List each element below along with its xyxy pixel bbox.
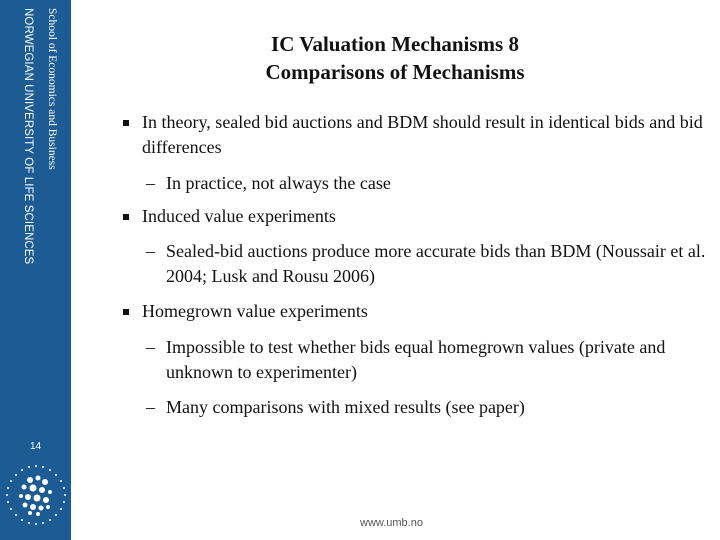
sub-bullet-comparisons [146,395,706,420]
dash-icon: – [146,337,155,357]
dash-icon: – [146,241,155,261]
bullet-text: Impossible to test whether bids equal homegrown values (private and unknown to experimenter) [166,337,666,382]
dash-icon: – [146,397,155,417]
bullet-induced-value [123,204,713,229]
university-logo-icon [3,462,69,528]
bullet-theory [123,110,713,160]
bullet-text: Induced value experiments [142,206,336,226]
bullet-text: In practice, not always the case [166,173,391,193]
bullet-square-icon [123,120,129,126]
bullet-homegrown-value [123,299,713,324]
sub-bullet-practice [146,171,706,196]
sidebar [0,0,71,540]
dash-icon: – [146,173,155,193]
university-name: NORWEGIAN UNIVERSITY OF LIFE SCIENCES [22,8,34,265]
sub-bullet-sealed-bid [146,239,706,289]
bullet-text: Many comparisons with mixed results (see paper) [166,397,525,417]
page-number: 14 [29,441,42,452]
footer-url: www.umb.no [360,517,423,529]
bullet-square-icon [123,214,129,220]
school-name: School of Economics and Business [46,8,58,170]
title-line-1: IC Valuation Mechanisms 8 [271,32,519,56]
bullet-text: Homegrown value experiments [142,301,368,321]
bullet-text: In theory, sealed bid auctions and BDM should result in identical bids and bid differences [142,112,703,157]
bullet-square-icon [123,309,129,315]
bullet-text: Sealed-bid auctions produce more accurate bids than BDM (Noussair et al. 2004; Lusk and Rousu 2006) [166,241,706,286]
title-line-2: Comparisons of Mechanisms [265,60,525,84]
sub-bullet-impossible [146,335,706,385]
slide-title [160,30,630,86]
